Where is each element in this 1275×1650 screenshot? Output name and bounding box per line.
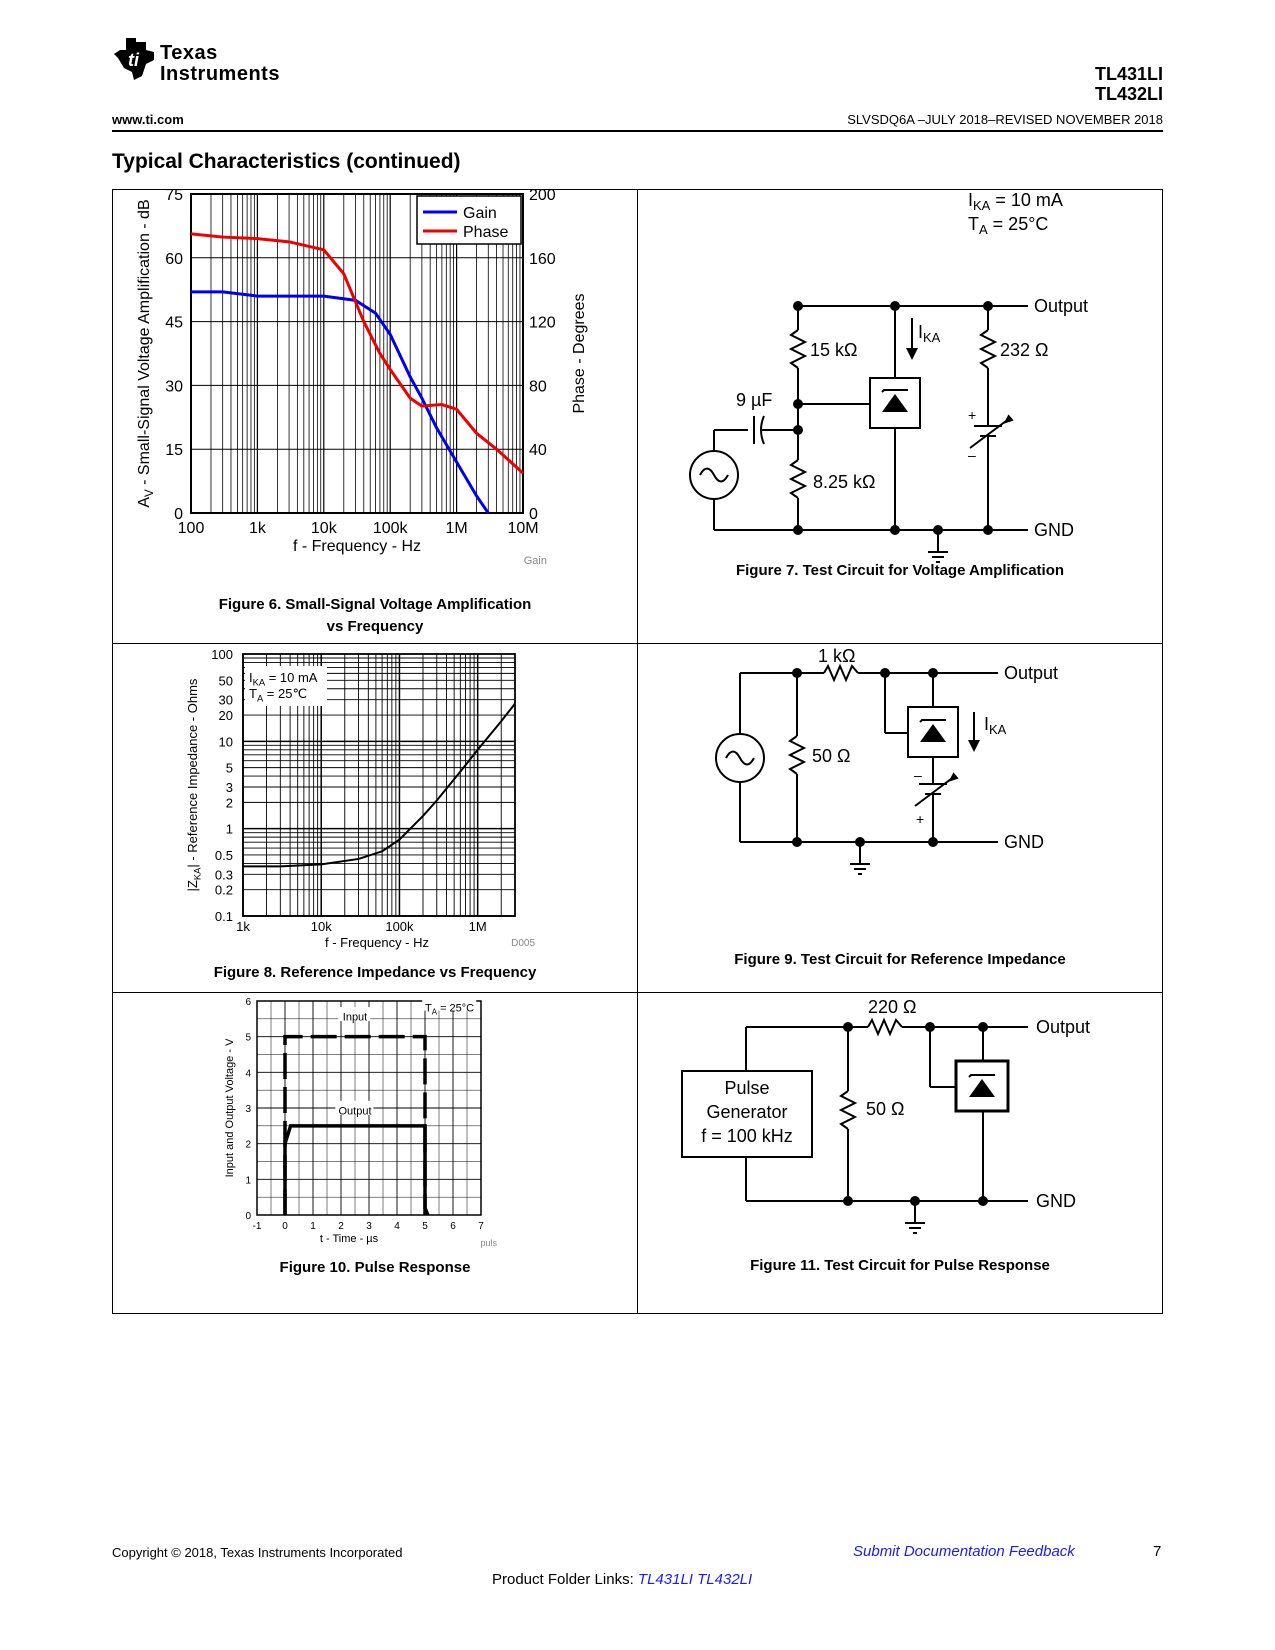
fig8-y-tick-label: 0.3 — [214, 867, 233, 883]
fig8-x-tick-label: 1k — [236, 919, 250, 934]
fig8-watermark: D005 — [511, 938, 535, 949]
fig6-y2-tick-label: 160 — [529, 250, 556, 268]
fig10-y-tick-label: 4 — [245, 1068, 251, 1080]
fig6-y2-tick-label: 0 — [529, 506, 538, 523]
fig11-r2-label: 50 Ω — [866, 1099, 905, 1119]
fig6-y-tick-label: 75 — [165, 190, 183, 204]
fig8-x-axis-label: f - Frequency - Hz — [324, 935, 430, 950]
fig6-y2-axis-label: Phase - Degrees — [571, 293, 588, 414]
page-number: 7 — [1153, 1543, 1162, 1560]
figure-11-panel — [638, 993, 1162, 1313]
fig7-ika-label: $I_{KA}$ — [918, 322, 941, 345]
fig6-y-tick-label: 15 — [165, 442, 183, 460]
fig6-watermark: Gain — [523, 555, 547, 567]
fig11-gen-line1: Pulse — [724, 1078, 770, 1098]
figure-6-caption-line1: Figure 6. Small-Signal Voltage Amplification — [218, 596, 532, 613]
fig6-y-tick-label: 0 — [174, 506, 183, 523]
figure-10-caption: Figure 10. Pulse Response — [279, 1259, 471, 1276]
fig6-y2-tick-label: 40 — [529, 442, 547, 460]
figure-11-caption: Figure 11. Test Circuit for Pulse Response — [750, 1257, 1050, 1274]
fig9-output-label: Output — [1004, 663, 1059, 683]
fig7-r3-label: 232 Ω — [1000, 340, 1049, 360]
fig10-output-label: Output — [338, 1105, 372, 1118]
fig10-y-axis-label: Input and Output Voltage - V — [224, 1038, 236, 1178]
figure-11-circuit — [638, 993, 1162, 1253]
fig8-y-tick-label: 3 — [225, 779, 233, 795]
fig10-x-tick-label: 2 — [338, 1221, 344, 1232]
website-link[interactable]: www.ti.com — [112, 112, 184, 127]
fig6-x-tick-label: 1M — [445, 520, 468, 537]
part-number-2: TL432LI — [1094, 84, 1163, 104]
fig10-x-tick-label: -1 — [252, 1221, 262, 1232]
fig8-y-tick-label: 1 — [225, 821, 233, 837]
fig8-annotation-line-2: $T_A$ = 25℃ — [249, 686, 308, 704]
fig6-legend-label-phase: Phase — [463, 224, 509, 241]
fig8-y-tick-label: 10 — [218, 734, 233, 750]
ti-logo-icon — [112, 36, 156, 82]
figure-8-caption: Figure 8. Reference Impedance vs Frequency — [213, 964, 537, 981]
fig8-y-tick-label: 0.5 — [214, 847, 233, 863]
fig9-gnd-label: GND — [1004, 832, 1044, 852]
fig6-y2-tick-label: 80 — [529, 378, 547, 396]
fig9-r1-label: 1 kΩ — [818, 646, 856, 666]
fig6-x-tick-label: 10k — [310, 520, 337, 537]
figure-6-panel — [113, 190, 637, 643]
fig7-gnd-label: GND — [1034, 520, 1074, 540]
fig8-y-tick-label: 0.1 — [214, 909, 233, 924]
fig7-r2-label: 8.25 kΩ — [813, 472, 876, 492]
fig11-output-label: Output — [1036, 1017, 1091, 1037]
fig6-y-axis-label: $A_V$ - Small-Signal Voltage Amplification - dB — [136, 199, 156, 508]
figure-6-chart — [113, 190, 637, 590]
fig10-watermark: puls — [480, 1238, 497, 1248]
figure-9-panel — [638, 644, 1162, 992]
copyright: Copyright © 2018, Texas Instruments Incorporated — [112, 1545, 403, 1560]
fig9-ika-label: $I_{KA}$ — [984, 714, 1007, 737]
fig8-x-tick-label: 1M — [468, 919, 487, 934]
fig6-y-tick-label: 45 — [165, 314, 183, 332]
fig10-x-axis-label: t - Time - µs — [319, 1233, 379, 1245]
fig8-x-tick-label: 10k — [310, 919, 332, 934]
figure-9-caption: Figure 9. Test Circuit for Reference Impedance — [734, 951, 1066, 968]
fig7-cond-ika: $I_{KA} = 10$ mA — [968, 190, 1063, 213]
svg-text:ti: ti — [128, 50, 139, 70]
fig6-y2-tick-label: 200 — [529, 190, 556, 204]
logo-text-line2: Instruments — [160, 63, 280, 85]
fig10-x-tick-label: 0 — [282, 1221, 288, 1232]
fig6-x-tick-label: 10M — [507, 520, 539, 537]
figure-10-panel — [113, 993, 637, 1313]
fig7-minus-label: – — [968, 447, 976, 463]
fig6-x-axis-label: f - Frequency - Hz — [292, 538, 422, 555]
fig6-x-tick-label: 1k — [248, 520, 266, 537]
fig6-series-gain — [191, 292, 488, 513]
fig10-y-tick-label: 3 — [245, 1104, 251, 1115]
part-number-1: TL431LI — [1094, 64, 1163, 84]
fig6-y2-tick-label: 120 — [529, 314, 556, 332]
fig8-y-tick-label: 0.2 — [214, 882, 233, 898]
fig11-gnd-label: GND — [1036, 1191, 1076, 1211]
figure-7-caption: Figure 7. Test Circuit for Voltage Amplification — [735, 562, 1065, 579]
figure-9-circuit — [638, 644, 1162, 944]
figure-7-circuit — [638, 190, 1162, 590]
fig8-y-tick-label: 5 — [225, 760, 233, 776]
fig6-x-tick-label: 100 — [177, 520, 205, 537]
fig8-x-tick-label: 100k — [385, 919, 414, 934]
submit-feedback-link[interactable]: Submit Documentation Feedback — [853, 1543, 1075, 1560]
fig6-legend-label-gain: Gain — [463, 205, 497, 222]
fig10-annotation: $T_A = 25^\circ C$ — [425, 1002, 475, 1017]
fig8-y-tick-label: 20 — [218, 708, 233, 724]
fig10-series-output — [285, 1126, 428, 1215]
fig10-y-tick-label: 2 — [245, 1139, 251, 1151]
section-title: Typical Characteristics (continued) — [112, 150, 461, 173]
fig6-y-tick-label: 30 — [165, 378, 183, 396]
product-folder-links: Product Folder Links: TL431LI TL432LI — [492, 1571, 753, 1588]
fig11-gen-line2: Generator — [706, 1102, 788, 1122]
fig6-x-tick-label: 100k — [372, 520, 408, 537]
fig11-gen-line3: f = 100 kHz — [701, 1126, 793, 1146]
fig9-minus-label: – — [914, 767, 922, 783]
fig8-annotation-line-1: $I_{KA} = 10$ mA — [249, 670, 318, 688]
fig8-y-tick-label: 50 — [218, 673, 233, 689]
fig8-y-tick-label: 100 — [211, 647, 233, 662]
logo-text-line1: Texas — [160, 42, 218, 64]
fig7-r1-label: 15 kΩ — [810, 340, 858, 360]
product-link-tl432li[interactable]: TL432LI — [697, 1571, 753, 1588]
fig10-y-tick-label: 6 — [245, 997, 251, 1008]
fig11-r1-label: 220 Ω — [868, 997, 917, 1017]
figure-7-panel — [638, 190, 1162, 643]
figure-6-caption-line2: vs Frequency — [326, 618, 424, 635]
fig7-output-label: Output — [1034, 296, 1089, 316]
fig10-x-tick-label: 3 — [366, 1221, 372, 1232]
ti-logo — [112, 36, 312, 86]
fig10-x-tick-label: 7 — [478, 1221, 484, 1232]
fig9-plus-label: + — [916, 811, 925, 827]
fig10-y-tick-label: 1 — [245, 1175, 251, 1187]
fig10-x-tick-label: 1 — [310, 1221, 316, 1232]
fig7-plus-label: + — [968, 407, 977, 423]
fig9-r2-label: 50 Ω — [812, 746, 851, 766]
fig10-y-tick-label: 0 — [245, 1211, 251, 1222]
fig8-y-tick-label: 30 — [218, 692, 233, 708]
fig10-x-tick-label: 6 — [450, 1221, 456, 1232]
fig7-cond-ta: $T_A = 25^\circ C$ — [968, 214, 1049, 237]
fig10-x-tick-label: 5 — [422, 1221, 428, 1232]
fig10-x-tick-label: 4 — [394, 1221, 400, 1232]
figure-8-panel — [113, 644, 637, 992]
fig7-cap-label: 9 µF — [736, 390, 773, 410]
fig10-y-tick-label: 5 — [245, 1032, 251, 1044]
document-id: SLVSDQ6A –JULY 2018–REVISED NOVEMBER 2018 — [847, 112, 1163, 127]
figure-grid — [112, 189, 1163, 1314]
fig8-y-tick-label: 2 — [225, 795, 233, 811]
fig6-y-tick-label: 60 — [165, 250, 183, 268]
product-link-tl431li[interactable]: TL431LI — [637, 1571, 693, 1588]
figure-8-chart — [113, 644, 637, 964]
figure-10-chart — [113, 993, 637, 1255]
fig10-input-label: Input — [342, 1011, 368, 1024]
header-rule — [112, 130, 1163, 132]
fig6-series-phase — [191, 234, 523, 473]
fig8-y-axis-label: $|Z_{KA}|$ - Reference Impedance - Ohms — [185, 678, 203, 892]
